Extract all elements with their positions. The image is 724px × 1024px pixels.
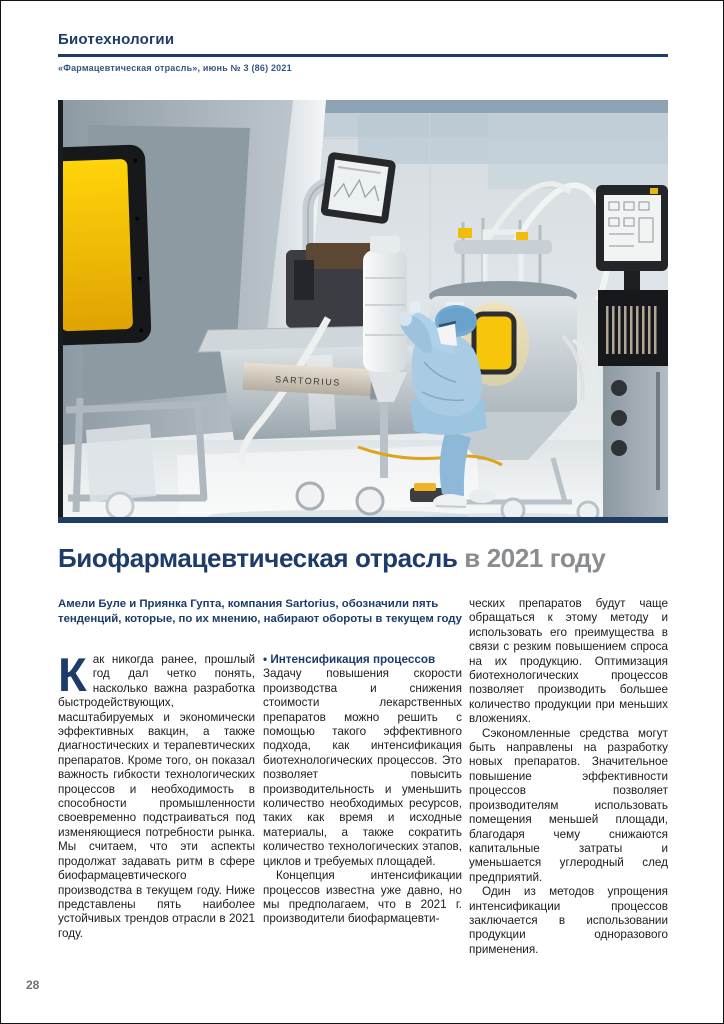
body-column-2: [263, 653, 462, 927]
monitor-screen: [320, 152, 396, 225]
column1-text: ак никогда ранее, прошлый год дал четко понять, насколько важна разработка быстродействующих, масштабируемых и экономически эффективных вакцин, а также диагностических и терапевтических препаратов. Кроме того, он показал важность гибкости технологических процессов и необходимость в способности промышленности своевременно подстраиваться под изменяющиеся потребности рынка. Мы считаем, что эти аспекты продолжат задавать ритм в сфере биофармацевтического производства в текущем году. Ниже представлены пять наиболее устойчивых трендов отрасли в 2021 году.: [58, 653, 255, 940]
page-number: 28: [26, 978, 40, 992]
column3-paragraph-1: ческих препаратов будут чаще обращаться к этому методу и использовать его преимущества в связи с резким повышением спроса на их продукцию. Оптимизация биотехнологических процессов позволяет производить большее количество продукции при меньших вложениях.: [469, 597, 668, 726]
header-rule: [58, 54, 668, 57]
column1-paragraph: [58, 648, 255, 941]
column3-paragraph-2: Сэкономленные средства могут быть направлены на разработку новых препаратов. Значительное повышение эффективности процессов позволяет производителям использовать помещения меньшей площади, благодаря чему снижаются капитальные затраты и уменьшается углеродный след предприятий.: [469, 726, 668, 884]
article-title-accent: в 2021 году: [464, 543, 606, 573]
yellow-window-left: [58, 144, 152, 345]
control-tower: [596, 185, 668, 523]
column3-paragraph-3: Один из методов упрощения интенсификации процессов заключается в использовании продукции одноразового применения.: [469, 885, 668, 956]
column2-paragraph-2: Концепция интенсификации процессов известна уже давно, но мы предполагаем, что в 2021 г. производители биофармацевти-: [263, 869, 462, 926]
cleanroom-photo: [58, 100, 668, 523]
photo-left-edge: [58, 100, 63, 523]
article-title-main: Биофармацевтическая отрасль: [58, 543, 458, 573]
column2-paragraph-1: Задачу повышения скорости производства и снижения стоимости лекарственных препаратов можно решить с помощью такого эффективного подхода, как интенсификация биотехнологических процессов. Это позволяет повысить производительность и уменьшить количество необходимых ресурсов, таких как время и исходные материалы, а также сократить количество технологических этапов, циклов и требуемых площадей.: [263, 667, 462, 868]
section-label: Биотехнологии: [58, 31, 175, 48]
article-title: [58, 543, 698, 574]
subsection-heading: • Интенсификация процессов: [263, 653, 436, 666]
article-byline: Амели Буле и Приянка Гупта, компания Sartorius, обозначили пять тенденций, которые, по их мнению, набирают обороты в текущем году: [58, 598, 463, 625]
drop-cap: К: [58, 648, 87, 701]
photo-bottom-strip: [58, 517, 668, 523]
body-column-1: [58, 648, 255, 941]
equipment-brand-label: SARTORIUS: [274, 374, 342, 388]
body-column-3: [469, 597, 668, 957]
source-line: «Фармацевтическая отрасль», июнь № 3 (86) 2021: [58, 63, 292, 73]
